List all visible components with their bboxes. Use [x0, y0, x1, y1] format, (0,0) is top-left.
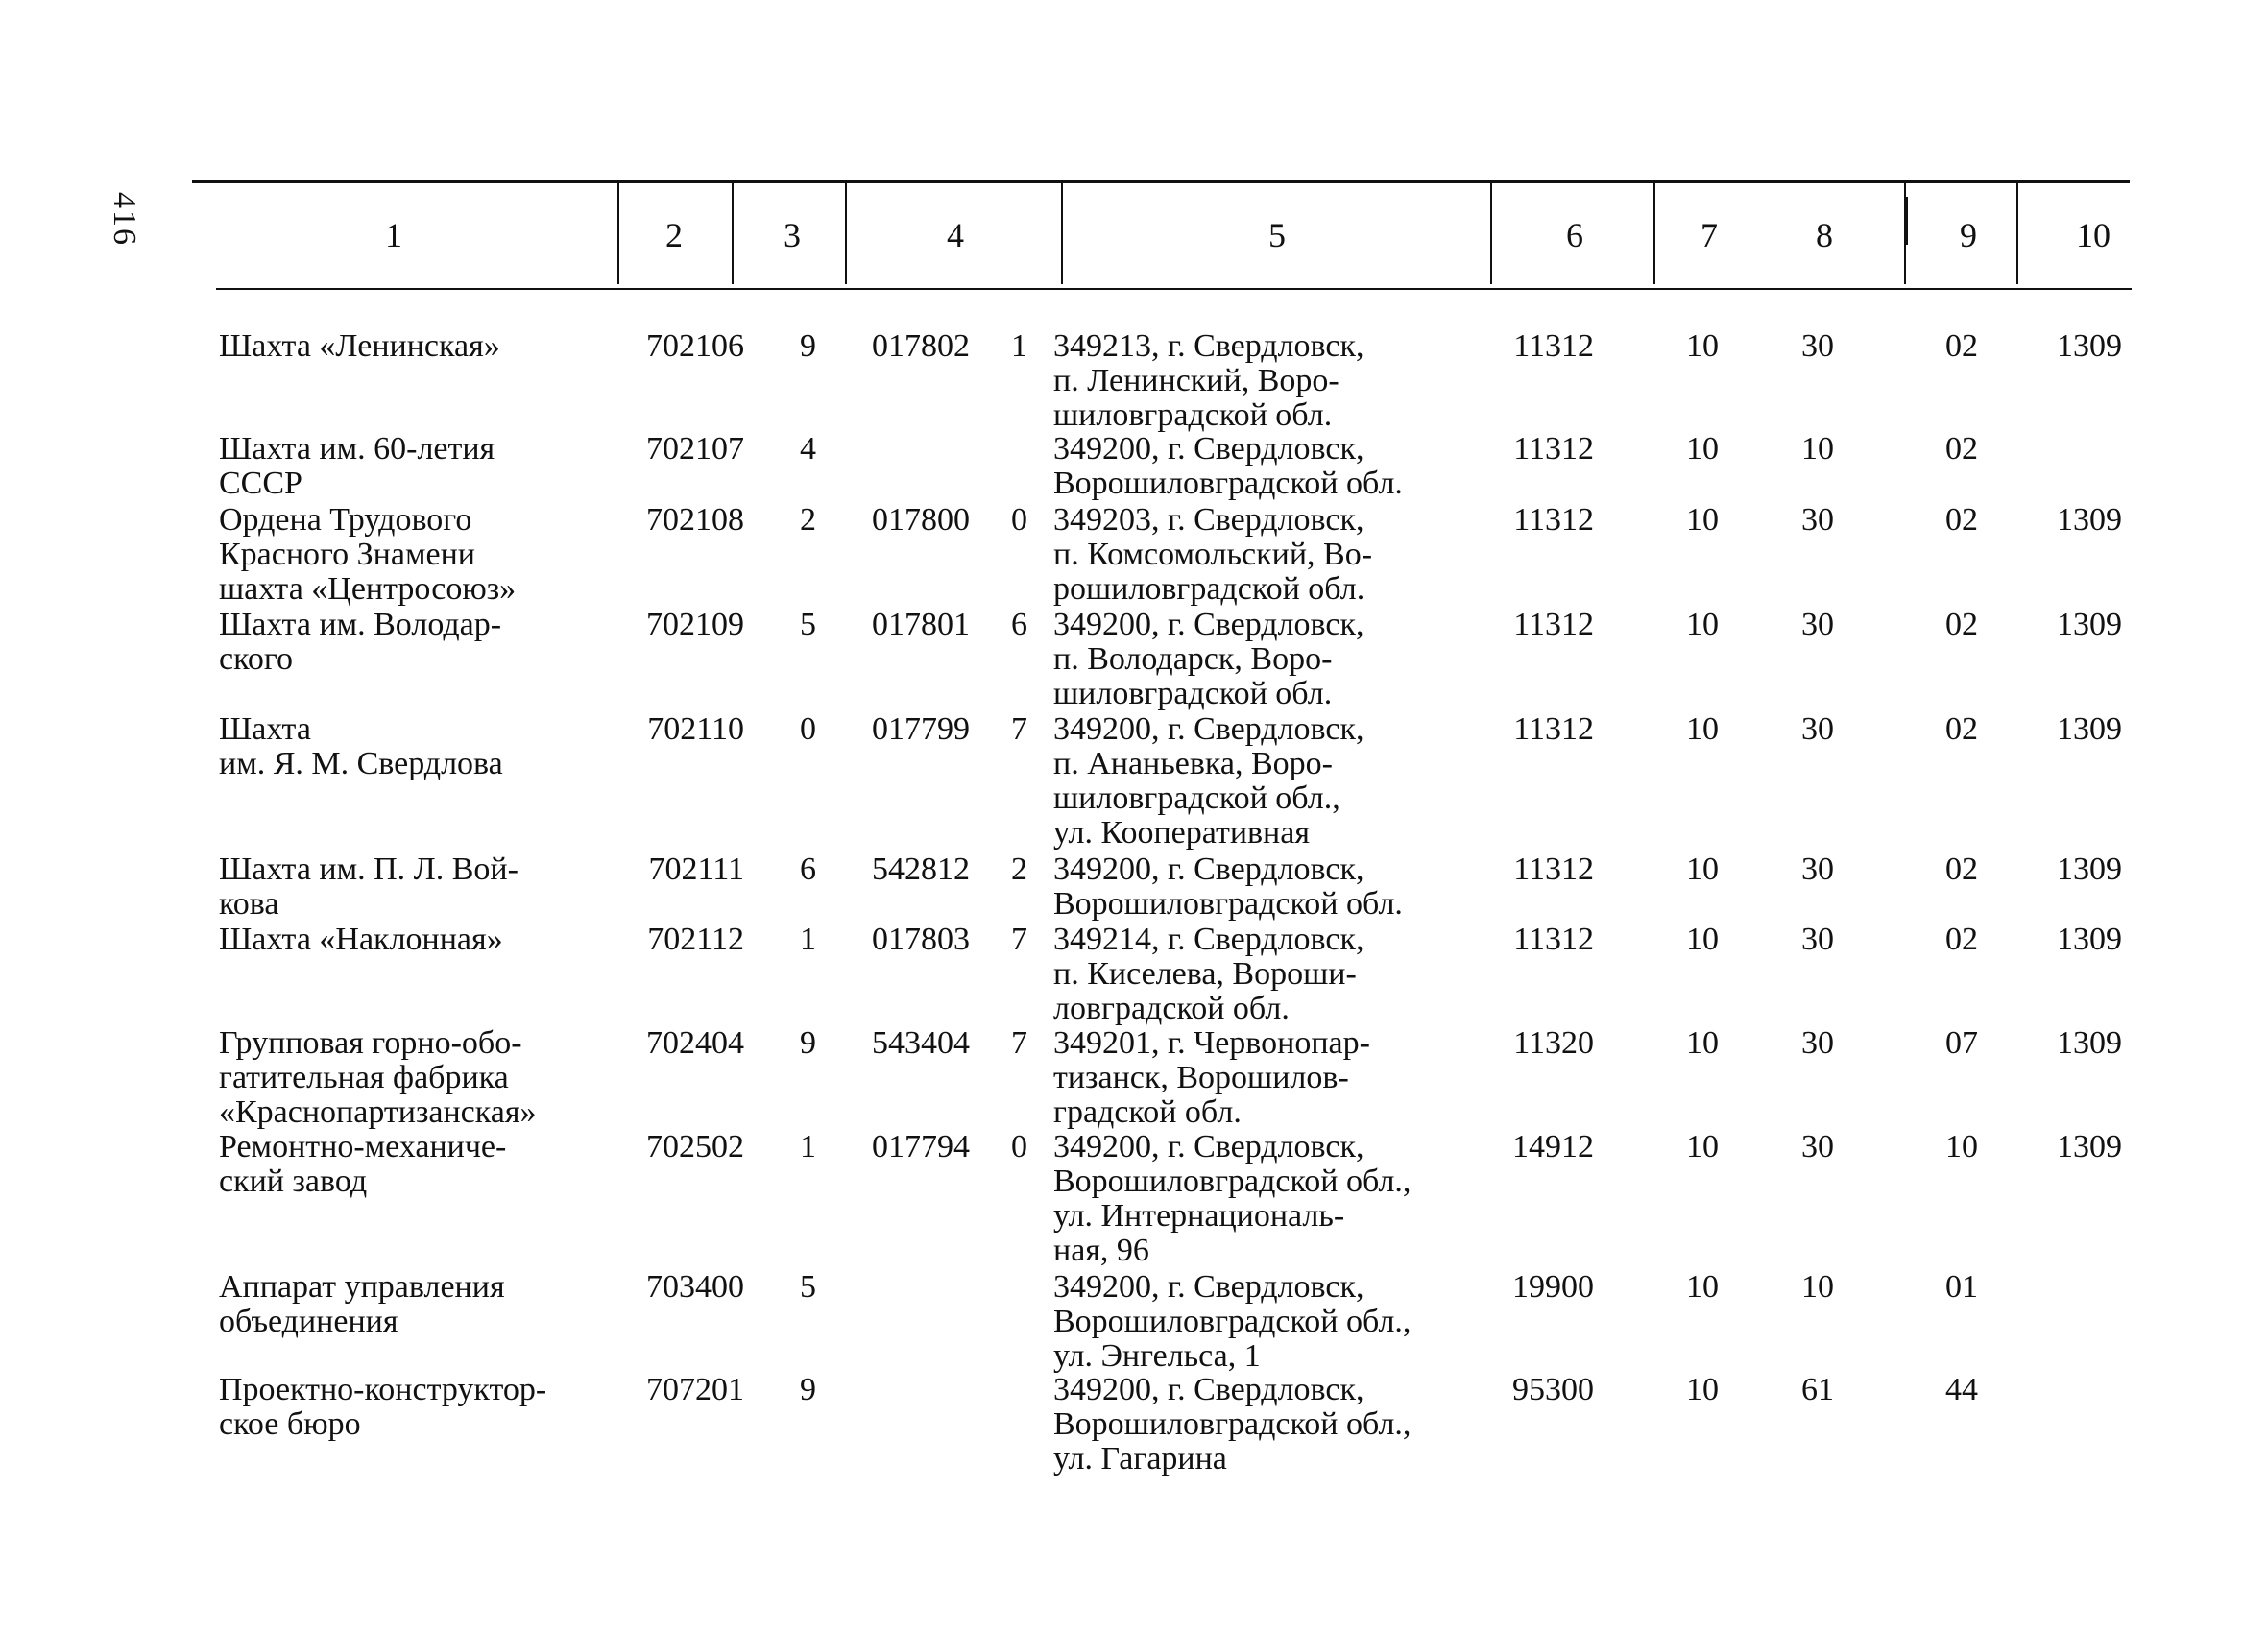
cell-col8: 30: [1801, 1025, 1834, 1061]
cell-code: 702107: [646, 431, 744, 467]
cell-okonh: 95300: [1512, 1372, 1594, 1407]
cell-col10: 1309: [2057, 607, 2122, 642]
cell-col9: 02: [1945, 431, 1978, 467]
cell-organization: Шахта им. Володар- ского: [219, 607, 502, 677]
cell-col8: 30: [1801, 607, 1834, 642]
cell-col8: 30: [1801, 328, 1834, 364]
cell-address: 349200, г. Свердловск, п. Ананьевка, Воро- шиловградской обл., ул. Кооперативная: [1053, 711, 1364, 851]
column-header: 6: [1566, 216, 1583, 254]
cell-okonh: 11312: [1513, 852, 1594, 887]
cell-okonh: 19900: [1512, 1269, 1594, 1305]
cell-address: 349200, г. Свердловск, Ворошиловградской обл.: [1053, 431, 1403, 501]
cell-col9: 07: [1945, 1025, 1978, 1061]
column-header: 9: [1960, 216, 1977, 254]
cell-col9: 02: [1945, 607, 1978, 642]
cell-col10: 1309: [2057, 502, 2122, 538]
cell-okpo: 017794: [872, 1129, 970, 1164]
cell-okpo-check: 6: [1011, 607, 1027, 642]
cell-okonh: 11312: [1513, 328, 1594, 364]
cell-col10: 1309: [2057, 1129, 2122, 1164]
cell-col9: 44: [1945, 1372, 1978, 1407]
cell-address: 349200, г. Свердловск, Ворошиловградской обл., ул. Энгельса, 1: [1053, 1269, 1411, 1374]
cell-address: 349200, г. Свердловск, п. Володарск, Воро- шиловградской обл.: [1053, 607, 1364, 711]
cell-check-digit: 0: [800, 711, 816, 747]
cell-okonh: 11312: [1513, 922, 1594, 957]
cell-col8: 30: [1801, 711, 1834, 747]
cell-col7: 10: [1686, 922, 1719, 957]
cell-check-digit: 1: [800, 1129, 816, 1164]
header-divider: [617, 182, 619, 284]
cell-okpo: 017800: [872, 502, 970, 538]
cell-okonh: 11312: [1513, 431, 1594, 467]
cell-code: 703400: [646, 1269, 744, 1305]
cell-col7: 10: [1686, 1129, 1719, 1164]
column-header: 2: [665, 216, 683, 254]
cell-code: 702112: [647, 922, 744, 957]
cell-organization: Групповая горно-обо- гатительная фабрика «Краснопартизанская»: [219, 1025, 537, 1130]
cell-col9: 02: [1945, 328, 1978, 364]
cell-okpo-check: 7: [1011, 1025, 1027, 1061]
cell-organization: Шахта им. П. Л. Вой- кова: [219, 852, 519, 922]
cell-okpo: 542812: [872, 852, 970, 887]
cell-code: 702502: [646, 1129, 744, 1164]
cell-col7: 10: [1686, 852, 1719, 887]
header-divider: [1904, 182, 1906, 284]
cell-check-digit: 5: [800, 607, 816, 642]
cell-col10: 1309: [2057, 1025, 2122, 1061]
cell-okpo: 017801: [872, 607, 970, 642]
cell-col10: 1309: [2057, 922, 2122, 957]
cell-okpo-check: 7: [1011, 711, 1027, 747]
cell-check-digit: 4: [800, 431, 816, 467]
cell-col10: 1309: [2057, 711, 2122, 747]
cell-organization: Шахта «Наклонная»: [219, 922, 503, 957]
header-divider: [1490, 182, 1492, 284]
cell-organization: Ордена Трудового Красного Знамени шахта «Центросоюз»: [219, 502, 517, 607]
cell-address: 349213, г. Свердловск, п. Ленинский, Воро- шиловградской обл.: [1053, 328, 1364, 433]
cell-address: 349200, г. Свердловск, Ворошиловградской обл., ул. Гагарина: [1053, 1372, 1411, 1476]
cell-okpo: 017802: [872, 328, 970, 364]
table-header-rule: [216, 288, 2132, 290]
cell-organization: Шахта им. Я. М. Свердлова: [219, 711, 503, 781]
cell-col8: 10: [1801, 431, 1834, 467]
cell-col8: 10: [1801, 1269, 1834, 1305]
header-divider: [1061, 182, 1063, 284]
cell-organization: Проектно-конструктор- ское бюро: [219, 1372, 547, 1442]
cell-col8: 30: [1801, 502, 1834, 538]
cell-address: 349214, г. Свердловск, п. Киселева, Вороши- ловградской обл.: [1053, 922, 1364, 1026]
cell-col7: 10: [1686, 328, 1719, 364]
column-header: 7: [1701, 216, 1718, 254]
cell-okonh: 11320: [1513, 1025, 1594, 1061]
cell-code: 702108: [646, 502, 744, 538]
cell-col9: 02: [1945, 502, 1978, 538]
column-header: 5: [1268, 216, 1286, 254]
column-header: 4: [947, 216, 964, 254]
cell-code: 702110: [647, 711, 744, 747]
cell-okpo-check: 0: [1011, 502, 1027, 538]
cell-col8: 30: [1801, 852, 1834, 887]
cell-check-digit: 5: [800, 1269, 816, 1305]
cell-col10: 1309: [2057, 328, 2122, 364]
column-header: 8: [1816, 216, 1833, 254]
cell-col9: 10: [1945, 1129, 1978, 1164]
cell-col7: 10: [1686, 1025, 1719, 1061]
cell-okpo-check: 1: [1011, 328, 1027, 364]
header-divider: [1653, 182, 1655, 284]
cell-col9: 01: [1945, 1269, 1978, 1305]
column-header: 1: [385, 216, 402, 254]
cell-okpo-check: 7: [1011, 922, 1027, 957]
cell-col9: 02: [1945, 711, 1978, 747]
cell-code: 707201: [646, 1372, 744, 1407]
column-header: 10: [2076, 216, 2111, 254]
header-divider: [732, 182, 734, 284]
header-divider: [1906, 197, 1908, 245]
cell-organization: Шахта им. 60-летия СССР: [219, 431, 495, 501]
table-top-rule: [192, 180, 2130, 183]
cell-code: 702109: [646, 607, 744, 642]
cell-col9: 02: [1945, 852, 1978, 887]
cell-col8: 30: [1801, 1129, 1834, 1164]
cell-okpo-check: 2: [1011, 852, 1027, 887]
cell-okpo: 017803: [872, 922, 970, 957]
cell-okonh: 11312: [1513, 607, 1594, 642]
cell-okonh: 11312: [1513, 502, 1594, 538]
cell-code: 702111: [648, 852, 744, 887]
cell-col7: 10: [1686, 431, 1719, 467]
cell-col7: 10: [1686, 1372, 1719, 1407]
cell-col7: 10: [1686, 1269, 1719, 1305]
cell-organization: Ремонтно-механиче- ский завод: [219, 1129, 507, 1199]
cell-address: 349203, г. Свердловск, п. Комсомольский, Во- рошиловградской обл.: [1053, 502, 1373, 607]
cell-address: 349200, г. Свердловск, Ворошиловградской обл., ул. Интернациональ- ная, 96: [1053, 1129, 1411, 1268]
cell-col7: 10: [1686, 502, 1719, 538]
column-header: 3: [784, 216, 801, 254]
cell-col8: 61: [1801, 1372, 1834, 1407]
cell-col10: 1309: [2057, 852, 2122, 887]
header-divider: [845, 182, 847, 284]
cell-col7: 10: [1686, 607, 1719, 642]
cell-code: 702404: [646, 1025, 744, 1061]
cell-organization: Шахта «Ленинская»: [219, 328, 500, 364]
cell-check-digit: 6: [800, 852, 816, 887]
cell-check-digit: 2: [800, 502, 816, 538]
cell-code: 702106: [646, 328, 744, 364]
cell-col9: 02: [1945, 922, 1978, 957]
cell-organization: Аппарат управления объединения: [219, 1269, 505, 1339]
cell-check-digit: 9: [800, 1025, 816, 1061]
cell-okonh: 14912: [1512, 1129, 1594, 1164]
cell-address: 349201, г. Червонопар- тизанск, Ворошилов- градской обл.: [1053, 1025, 1370, 1130]
cell-check-digit: 9: [800, 1372, 816, 1407]
header-divider: [2016, 182, 2018, 284]
cell-okpo: 017799: [872, 711, 970, 747]
cell-check-digit: 9: [800, 328, 816, 364]
cell-col8: 30: [1801, 922, 1834, 957]
cell-okpo-check: 0: [1011, 1129, 1027, 1164]
cell-okpo: 543404: [872, 1025, 970, 1061]
cell-okonh: 11312: [1513, 711, 1594, 747]
cell-check-digit: 1: [800, 922, 816, 957]
cell-col7: 10: [1686, 711, 1719, 747]
page-number: 416: [107, 192, 142, 247]
cell-address: 349200, г. Свердловск, Ворошиловградской обл.: [1053, 852, 1403, 922]
